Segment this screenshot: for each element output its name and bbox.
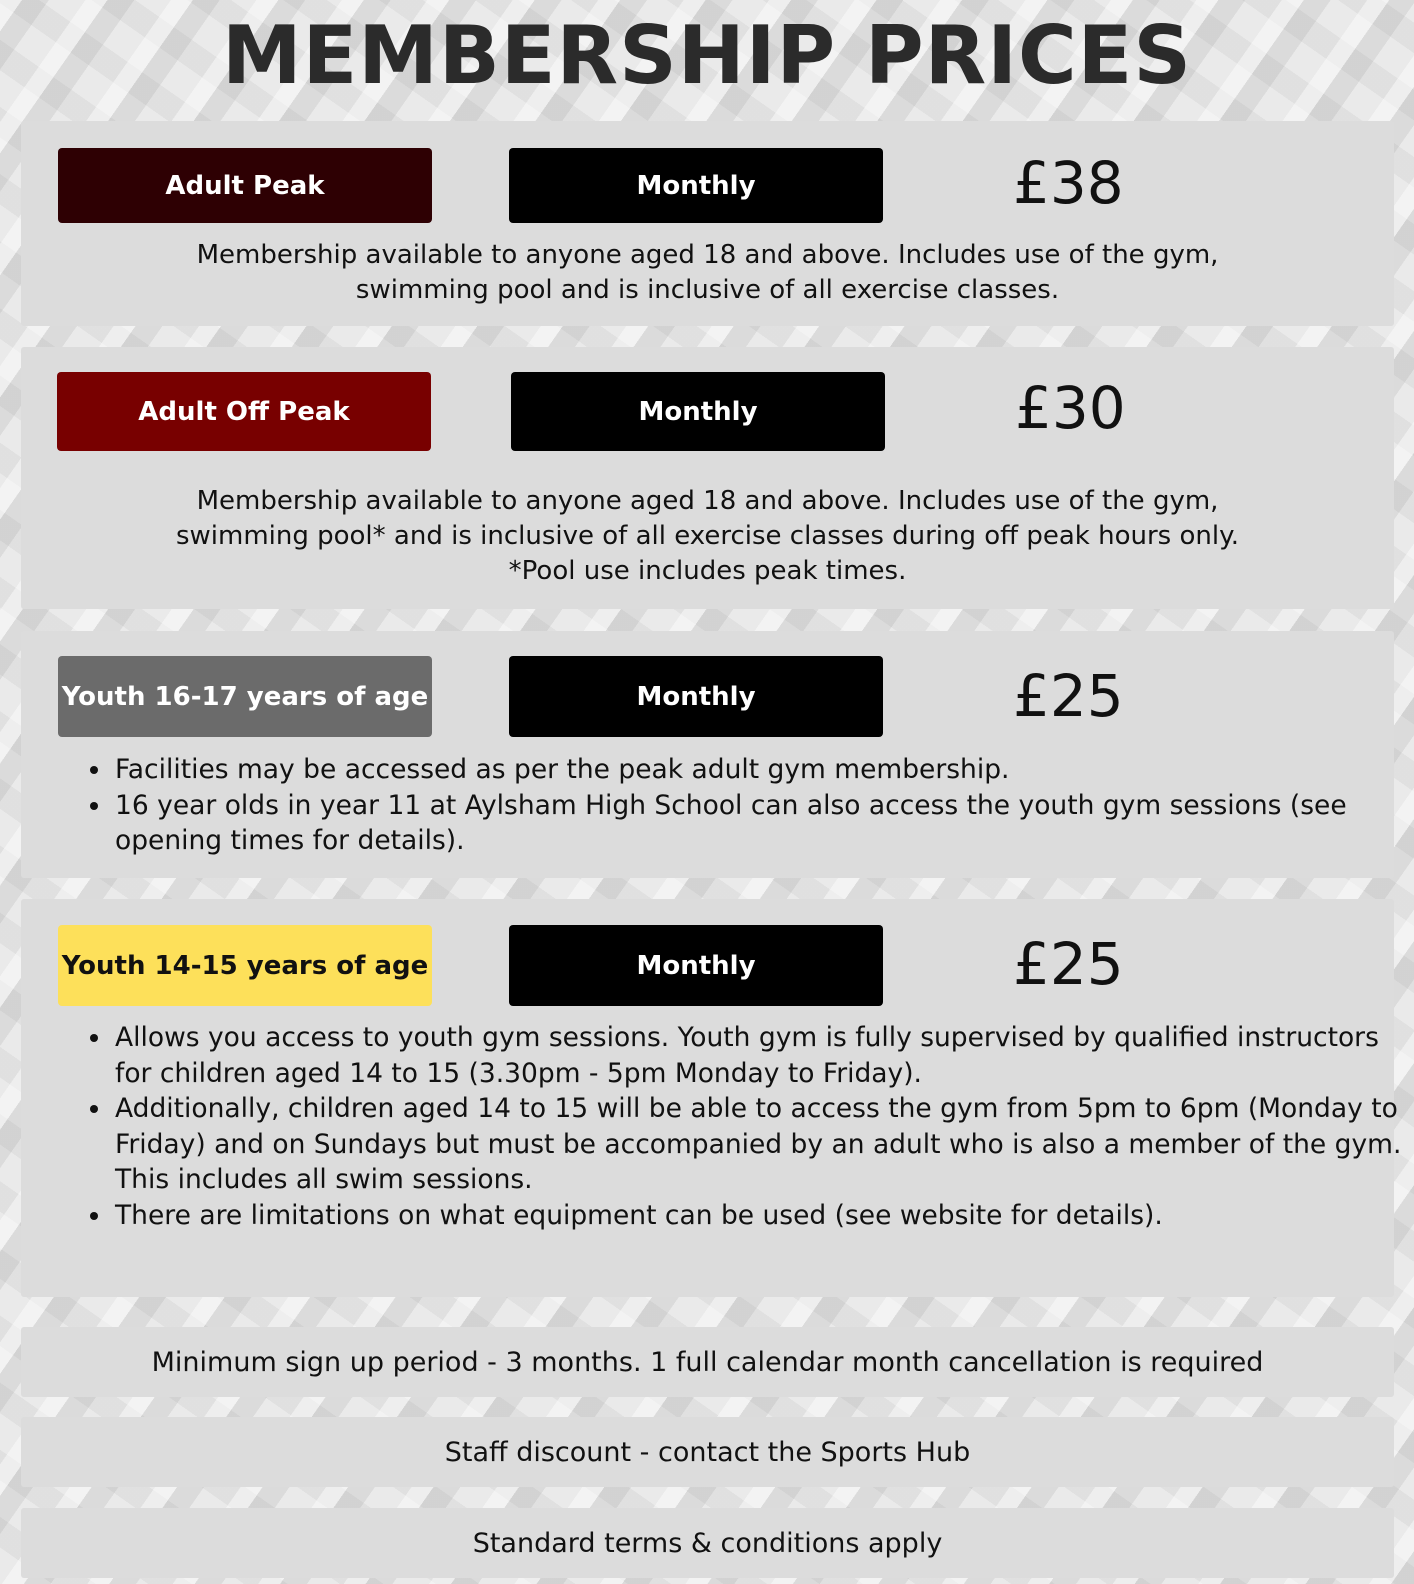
price: £30 — [1015, 374, 1126, 442]
membership-card-adult-peak — [21, 121, 1394, 326]
list-item: • Allows you access to youth gym sessions. Youth gym is fully supervised by qualified instructors for children aged 14 to 15 (3.30pm - 5pm Monday to Friday). — [113, 1020, 1413, 1091]
page-title: MEMBERSHIP PRICES — [222, 9, 1192, 102]
description-line: swimming pool and is inclusive of all exercise classes. — [355, 275, 1060, 305]
membership-name-tag: Adult Off Peak — [57, 372, 431, 451]
membership-name-tag: Youth 14-15 years of age — [58, 925, 432, 1006]
price: £25 — [1013, 662, 1124, 730]
description — [21, 484, 1394, 589]
bullet-list — [81, 752, 1413, 859]
list-item: • Facilities may be accessed as per the peak adult gym membership. — [113, 752, 1413, 788]
bullet-list — [81, 1020, 1413, 1233]
list-item: • There are limitations on what equipment can be used (see website for details). — [113, 1198, 1413, 1234]
membership-name-tag: Adult Peak — [58, 148, 432, 223]
frequency-tag: Monthly — [509, 925, 883, 1006]
note-minimum-sign-up: Minimum sign up period - 3 months. 1 full calendar month cancellation is required — [21, 1327, 1394, 1397]
frequency-tag: Monthly — [509, 656, 883, 737]
list-item: • 16 year olds in year 11 at Aylsham High School can also access the youth gym sessions (see opening times for details). — [113, 788, 1413, 859]
description-line: swimming pool* and is inclusive of all exercise classes during off peak hours only. — [175, 521, 1240, 551]
frequency-tag: Monthly — [511, 372, 885, 451]
frequency-tag: Monthly — [509, 148, 883, 223]
membership-card-youth-16-17 — [21, 631, 1394, 878]
membership-card-youth-14-15 — [21, 899, 1402, 1297]
note-staff-discount: Staff discount - contact the Sports Hub — [21, 1417, 1394, 1487]
description-line: Membership available to anyone aged 18 and above. Includes use of the gym, — [196, 486, 1219, 516]
description — [21, 238, 1394, 308]
note-terms-conditions: Standard terms & conditions apply — [21, 1508, 1394, 1578]
price: £25 — [1013, 930, 1124, 998]
price: £38 — [1013, 149, 1124, 217]
list-item: • Additionally, children aged 14 to 15 will be able to access the gym from 5pm to 6pm (Monday to Friday) and on Sundays but must be accompanied by an adult who is also a member of the gym. This includes all swim sessions. — [113, 1091, 1413, 1198]
membership-name-tag: Youth 16-17 years of age — [58, 656, 432, 737]
membership-card-adult-off-peak — [21, 347, 1394, 609]
description-line: Membership available to anyone aged 18 and above. Includes use of the gym, — [196, 240, 1219, 270]
description-line: *Pool use includes peak times. — [508, 556, 907, 586]
